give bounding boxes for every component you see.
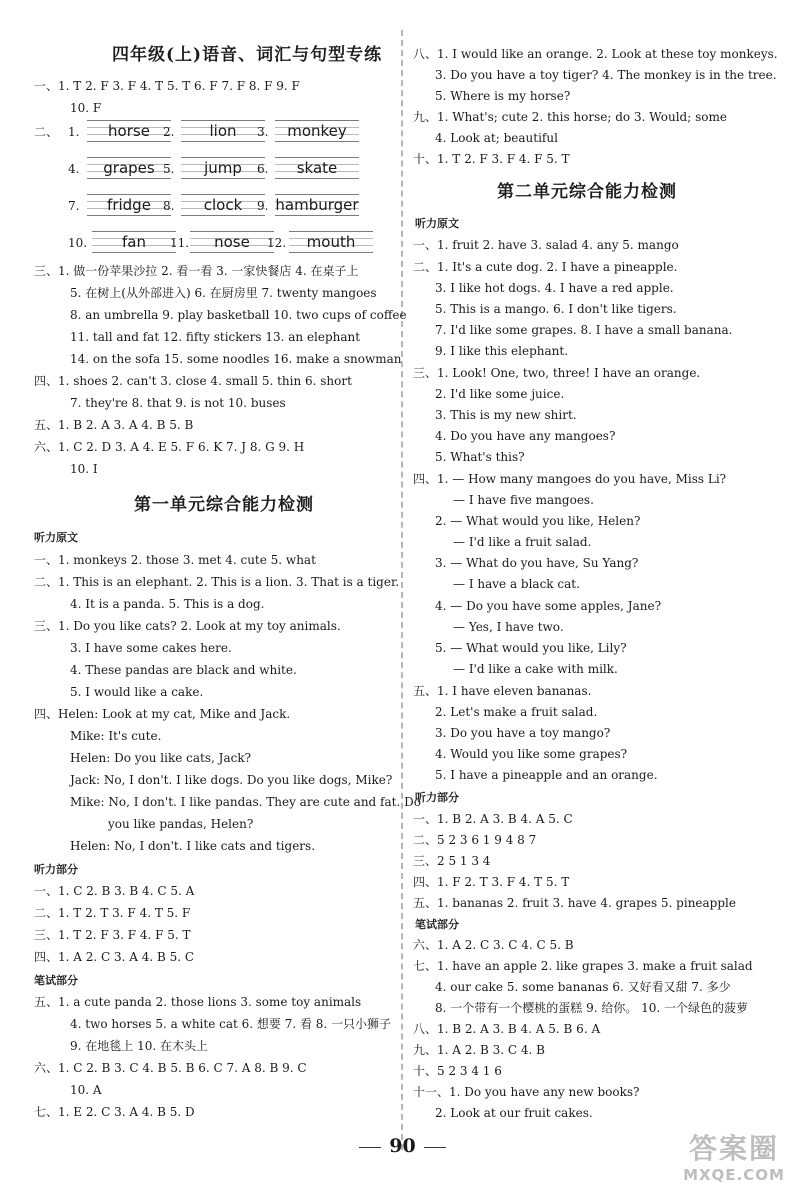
answer-line: 七、1. E 2. C 3. A 4. B 5. D <box>34 1105 195 1119</box>
answer-line: 三、1. Look! One, two, three! I have an orange. <box>413 366 701 380</box>
answer-line: Jack: No, I don't. I like dogs. Do you like dogs, Mike? <box>70 773 393 787</box>
answer-line: Mike: No, I don't. I like pandas. They are cute and fat. Do <box>70 795 421 809</box>
answer-line: 四、1. shoes 2. can't 3. close 4. small 5. thin 6. short <box>34 374 352 388</box>
answer-line: — Yes, I have two. <box>453 620 564 634</box>
section-title-unit1: 第一单元综合能力检测 <box>134 495 314 515</box>
answer-line: 一、1. C 2. B 3. B 4. C 5. A <box>34 884 195 898</box>
hw-box <box>92 231 176 253</box>
section-title-grade4: 四年级(上)语音、词汇与句型专练 <box>112 45 383 65</box>
answer-line: 六、1. C 2. B 3. C 4. B 5. B 6. C 7. A 8. B 9. C <box>34 1061 307 1075</box>
answer-line: 3. This is my new shirt. <box>435 408 577 422</box>
answer-line: 七、1. have an apple 2. like grapes 3. make a fruit salad <box>413 959 753 973</box>
hw-word: fan <box>122 233 146 251</box>
hw-number: 7. <box>68 199 80 213</box>
answer-line: 一、1. T 2. F 3. F 4. T 5. T 6. F 7. F 8. F 9. F <box>34 79 300 93</box>
answer-line: 4. Look at; beautiful <box>435 131 558 145</box>
hw-word: grapes <box>103 159 155 177</box>
hw-word: skate <box>296 159 338 177</box>
answer-line: 14. on the sofa 15. some noodles 16. make a snowman <box>70 352 402 366</box>
hw-box <box>275 120 359 142</box>
answer-line: 5. 在树上(从外部进入) 6. 在厨房里 7. twenty mangoes <box>70 286 377 300</box>
answer-line: 9. I like this elephant. <box>435 344 569 358</box>
answer-line: 10. I <box>70 462 98 476</box>
hw-word: jump <box>204 159 242 177</box>
answer-line: 5. — What would you like, Lily? <box>435 641 627 655</box>
answer-line: 五、1. bananas 2. fruit 3. have 4. grapes 5. pineapple <box>413 896 736 910</box>
answer-line: 2. Look at our fruit cakes. <box>435 1106 593 1120</box>
answer-line: 3. Do you have a toy tiger? 4. The monkey is in the tree. <box>435 68 777 82</box>
answer-line: 三、1. Do you like cats? 2. Look at my toy animals. <box>34 619 341 633</box>
hw-box <box>87 120 171 142</box>
hw-number: 11. <box>170 236 190 250</box>
hw-box <box>181 194 265 216</box>
answer-line: 五、1. I have eleven bananas. <box>413 684 592 698</box>
hw-box <box>289 231 373 253</box>
answer-line: 八、1. I would like an orange. 2. Look at these toy monkeys. <box>413 47 778 61</box>
hw-box <box>87 157 171 179</box>
answer-line: 九、1. A 2. B 3. C 4. B <box>413 1043 545 1057</box>
answer-line: 2. — What would you like, Helen? <box>435 514 641 528</box>
hw-prefix: 二、 <box>34 125 59 139</box>
watermark-domain: MXQE.COM <box>683 1166 785 1184</box>
answer-line: 三、1. T 2. F 3. F 4. F 5. T <box>34 928 191 942</box>
watermark-text: 答案圈 <box>688 1132 779 1165</box>
answer-line: 十一、1. Do you have any new books? <box>413 1085 640 1099</box>
answer-line: 8. 一个带有一个樱桃的蛋糕 9. 给你。 10. 一个绿色的菠萝 <box>435 1001 749 1015</box>
answer-line: 三、1. 做一份苹果沙拉 2. 看一看 3. 一家快餐店 4. 在桌子上 <box>34 264 359 278</box>
answer-line: 11. tall and fat 12. fifty stickers 13. an elephant <box>70 330 361 344</box>
answer-line: 八、1. B 2. A 3. B 4. A 5. B 6. A <box>413 1022 601 1036</box>
answer-line: 5. I would like a cake. <box>70 685 204 699</box>
hw-word: hamburger <box>275 196 359 214</box>
answer-line: — I have a black cat. <box>453 577 580 591</box>
answer-line: 3. I have some cakes here. <box>70 641 232 655</box>
answer-line: you like pandas, Helen? <box>108 817 254 831</box>
answer-line: 三、2 5 1 3 4 <box>413 854 491 868</box>
answer-line: 九、1. What's; cute 2. this horse; do 3. Would; some <box>413 110 727 124</box>
hw-word: mouth <box>306 233 356 251</box>
subheading-listening-script: 听力原文 <box>34 531 78 544</box>
answer-line: 四、1. F 2. T 3. F 4. T 5. T <box>413 875 570 889</box>
hw-box <box>275 157 359 179</box>
answer-line: 二、5 2 3 6 1 9 4 8 7 <box>413 833 537 847</box>
hw-word: lion <box>209 122 237 140</box>
answer-line: 5. This is a mango. 6. I don't like tigers. <box>435 302 677 316</box>
page-number-dash <box>359 1147 381 1148</box>
answer-line: 四、Helen: Look at my cat, Mike and Jack. <box>34 707 291 721</box>
answer-line: — I'd like a cake with milk. <box>453 662 618 676</box>
answer-line: Mike: It's cute. <box>70 729 162 743</box>
answer-line: 10. F <box>70 101 102 115</box>
answer-line: 7. they're 8. that 9. is not 10. buses <box>70 396 286 410</box>
answer-line: 二、1. T 2. T 3. F 4. T 5. F <box>34 906 191 920</box>
answer-line: 5. I have a pineapple and an orange. <box>435 768 658 782</box>
answer-line: Helen: No, I don't. I like cats and tigers. <box>70 839 316 853</box>
hw-word: nose <box>214 233 250 251</box>
hw-number: 9. <box>257 199 269 213</box>
answer-line: 十、1. T 2. F 3. F 4. F 5. T <box>413 152 570 166</box>
hw-number: 5. <box>163 162 175 176</box>
answer-line: 一、1. fruit 2. have 3. salad 4. any 5. mango <box>413 238 679 252</box>
answer-line: Helen: Do you like cats, Jack? <box>70 751 252 765</box>
hw-box <box>181 157 265 179</box>
answer-line: 4. It is a panda. 5. This is a dog. <box>70 597 265 611</box>
subheading-listening-script: 听力原文 <box>415 217 459 230</box>
answer-line: — I'd like a fruit salad. <box>453 535 592 549</box>
page-number: 90 <box>389 1135 416 1157</box>
answer-line: 一、1. B 2. A 3. B 4. A 5. C <box>413 812 573 826</box>
answer-line: 5. Where is my horse? <box>435 89 571 103</box>
hw-number: 8. <box>163 199 175 213</box>
answer-line: 2. Let's make a fruit salad. <box>435 705 598 719</box>
answer-line: 2. I'd like some juice. <box>435 387 565 401</box>
answer-line: 4. Do you have any mangoes? <box>435 429 616 443</box>
answer-line: 7. I'd like some grapes. 8. I have a small banana. <box>435 323 733 337</box>
hw-number: 3. <box>257 125 269 139</box>
hw-word: monkey <box>287 122 347 140</box>
answer-line: 3. — What do you have, Su Yang? <box>435 556 639 570</box>
answer-line: 一、1. monkeys 2. those 3. met 4. cute 5. what <box>34 553 316 567</box>
hw-number: 12. <box>267 236 287 250</box>
answer-line: 六、1. C 2. D 3. A 4. E 5. F 6. K 7. J 8. G 9. H <box>34 440 305 454</box>
answer-line: 4. two horses 5. a white cat 6. 想要 7. 看 8. 一只小狮子 <box>70 1017 392 1031</box>
hw-box <box>190 231 274 253</box>
answer-line: — I have five mangoes. <box>453 493 594 507</box>
answer-line: 4. — Do you have some apples, Jane? <box>435 599 662 613</box>
answer-line: 五、1. B 2. A 3. A 4. B 5. B <box>34 418 194 432</box>
answer-line: 四、1. A 2. C 3. A 4. B 5. C <box>34 950 195 964</box>
answer-line: 4. Would you like some grapes? <box>435 747 628 761</box>
answer-line: 3. I like hot dogs. 4. I have a red apple. <box>435 281 674 295</box>
watermark-logo <box>669 1132 799 1192</box>
answer-line: 5. What's this? <box>435 450 525 464</box>
answer-line: 8. an umbrella 9. play basketball 10. two cups of coffee <box>70 308 407 322</box>
page-number-dash <box>424 1147 446 1148</box>
section-title-unit2: 第二单元综合能力检测 <box>497 182 677 202</box>
answer-line: 9. 在地毯上 10. 在木头上 <box>70 1039 208 1053</box>
hw-word: clock <box>203 196 243 214</box>
column-divider <box>401 30 403 1150</box>
hw-number: 4. <box>68 162 80 176</box>
hw-number: 6. <box>257 162 269 176</box>
answer-line: 二、1. This is an elephant. 2. This is a lion. 3. That is a tiger. <box>34 575 400 589</box>
hw-number: 10. <box>68 236 88 250</box>
hw-box <box>275 194 359 216</box>
subheading-listening-part: 听力部分 <box>34 863 78 876</box>
answer-line: 十、5 2 3 4 1 6 <box>413 1064 502 1078</box>
hw-word: fridge <box>107 196 151 214</box>
answer-line: 10. A <box>70 1083 102 1097</box>
answer-line: 4. These pandas are black and white. <box>70 663 297 677</box>
hw-number: 1. <box>68 125 80 139</box>
answer-line: 二、1. It's a cute dog. 2. I have a pineapple. <box>413 260 678 274</box>
subheading-written-part: 笔试部分 <box>415 918 459 931</box>
subheading-listening-part: 听力部分 <box>415 791 459 804</box>
answer-line: 五、1. a cute panda 2. those lions 3. some toy animals <box>34 995 362 1009</box>
hw-box <box>87 194 171 216</box>
answer-line: 四、1. — How many mangoes do you have, Miss Li? <box>413 472 727 486</box>
answer-line: 3. Do you have a toy mango? <box>435 726 611 740</box>
subheading-written-part: 笔试部分 <box>34 974 78 987</box>
answer-line: 六、1. A 2. C 3. C 4. C 5. B <box>413 938 574 952</box>
hw-box <box>181 120 265 142</box>
hw-number: 2. <box>163 125 175 139</box>
hw-word: horse <box>108 122 150 140</box>
answer-line: 4. our cake 5. some bananas 6. 又好看又甜 7. 多少 <box>435 980 731 994</box>
